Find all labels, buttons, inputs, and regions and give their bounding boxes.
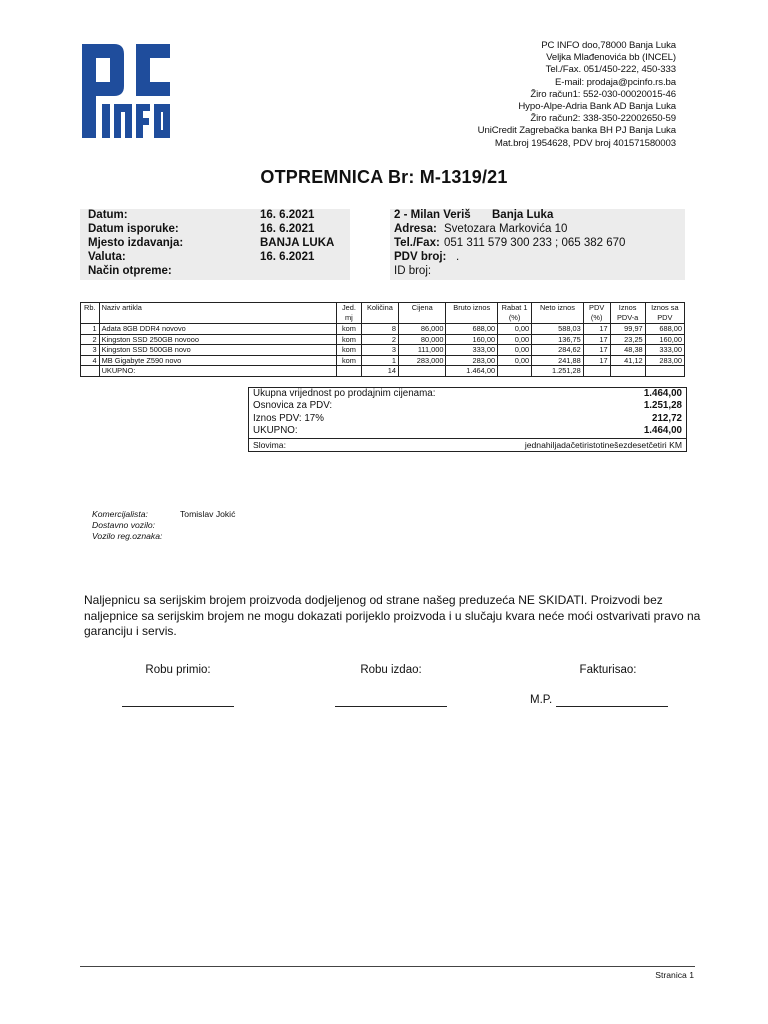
pdv-value: . [456, 251, 460, 263]
cell: 111,000 [398, 345, 445, 356]
cell [583, 366, 610, 377]
cell: 688,00 [446, 324, 498, 335]
cell: 86,000 [398, 324, 445, 335]
company-line: UniCredit Zagrebačka banka BH PJ Banja Luka [477, 125, 676, 137]
cell: 688,00 [645, 324, 684, 335]
summary-value: 212,72 [652, 412, 682, 424]
cell: Kingston SSD 500GB novo [99, 345, 336, 356]
col-header: Rabat 1 (%) [498, 303, 532, 324]
customer-name: 2 - Milan Veriš [394, 209, 471, 221]
company-line: Žiro račun2: 338-350-22002650-59 [530, 113, 676, 125]
col-header: Jed. mj [337, 303, 362, 324]
company-line: Mat.broj 1954628, PDV broj 401571580003 [494, 137, 676, 149]
company-line: Veljka Mlađenovića bb (INCEL) [546, 52, 676, 64]
issued-by-signature-line [335, 706, 447, 707]
col-header: Iznos sa PDV [645, 303, 684, 324]
footer-divider [80, 966, 695, 967]
cell: 136,75 [532, 334, 584, 345]
slovima-label: Slovima: [253, 439, 286, 450]
cell: 2 [81, 334, 100, 345]
summary-value: 1.464,00 [643, 425, 682, 437]
col-header: PDV (%) [583, 303, 610, 324]
document-title: OTPREMNICA Br: M-1319/21 [260, 167, 508, 187]
total-qty: 14 [361, 366, 398, 377]
stamp-label: M.P. [530, 694, 553, 706]
table-row [81, 355, 685, 366]
cell [610, 366, 645, 377]
received-by-signature-line [122, 706, 234, 707]
cell [398, 366, 445, 377]
summary-value: 1.251,28 [643, 400, 682, 412]
summary-row [249, 413, 686, 425]
table-row [81, 324, 685, 335]
cell: 2 [361, 334, 398, 345]
company-line: Tel./Fax. 051/450-222, 450-333 [545, 64, 676, 76]
total-label: UKUPNO: [99, 366, 336, 377]
page-number: Stranica 1 [655, 970, 694, 980]
komercijalista-value: Tomislav Jokić [180, 509, 236, 519]
total-bruto: 1.464,00 [446, 366, 498, 377]
invoiced-by-signature-line [556, 706, 668, 707]
cell [81, 366, 100, 377]
komercijalista-label: Komercijalista: [92, 509, 148, 519]
company-line: PC INFO doo,78000 Banja Luka [541, 40, 676, 51]
cell: 3 [81, 345, 100, 356]
cell: 0,00 [498, 324, 532, 335]
slovima-value: jednahiljadačetiristotinešezdesetčetiri KM [524, 439, 682, 450]
cell: 333,00 [446, 345, 498, 356]
document-info [80, 209, 685, 280]
cell: 17 [583, 345, 610, 356]
currency-value: 16. 6.2021 [260, 251, 315, 263]
col-header: Iznos PDV-a [610, 303, 645, 324]
col-header: Naziv artikla [99, 303, 336, 324]
table-header-row [81, 303, 685, 324]
col-header: Rb. [81, 303, 100, 324]
col-header: Bruto iznos [446, 303, 498, 324]
total-neto: 1.251,28 [532, 366, 584, 377]
currency-label: Valuta: [88, 251, 126, 263]
summary-row [249, 388, 686, 400]
cell: 283,00 [446, 355, 498, 366]
cell: 41,12 [610, 355, 645, 366]
summary-value: 1.464,00 [643, 388, 682, 399]
summary-label: Ukupna vrijednost po prodajnim cijenama: [253, 388, 436, 399]
place-value: BANJA LUKA [260, 237, 335, 249]
company-line: Hypo-Alpe-Adria Bank AD Banja Luka [518, 101, 676, 113]
id-label: ID broj: [394, 265, 432, 277]
company-line: Žiro račun1: 552-030-00020015-46 [530, 88, 676, 100]
delivery-date-value: 16. 6.2021 [260, 223, 315, 235]
cell: 333,00 [645, 345, 684, 356]
phone-label: Tel./Fax: [394, 237, 440, 249]
cell: MB Gigabyte Z590 novo [99, 355, 336, 366]
oznaka-label: Vozilo reg.oznaka: [92, 530, 163, 541]
invoiced-by-label: Fakturisao: [579, 664, 637, 676]
cell [337, 366, 362, 377]
amount-in-words [249, 438, 686, 451]
cell: kom [337, 345, 362, 356]
cell: 48,38 [610, 345, 645, 356]
cell: 283,00 [645, 355, 684, 366]
received-by-label: Robu primio: [145, 664, 211, 676]
summary-label: Osnovica za PDV: [253, 400, 333, 412]
cell: 1 [81, 324, 100, 335]
cell: Kingston SSD 250GB novooo [99, 334, 336, 345]
col-header: Količina [361, 303, 398, 324]
delivery-meta [92, 509, 236, 541]
table-total-row [81, 366, 685, 377]
cell: 80,000 [398, 334, 445, 345]
summary-label: UKUPNO: [253, 425, 298, 437]
cell: kom [337, 324, 362, 335]
cell: 99,97 [610, 324, 645, 335]
document-details [80, 209, 350, 280]
cell: 1 [361, 355, 398, 366]
table-row [81, 345, 685, 356]
phone-value: 051 311 579 300 233 ; 065 382 670 [444, 237, 626, 249]
pdv-label: PDV broj: [394, 251, 447, 263]
customer-details [390, 209, 685, 280]
serial-label-note: Naljepnicu sa serijskim brojem proizvoda dodjeljenog od strane našeg preduzeća NE SKIDATI. Proizvodi bez naljepnice sa serijskim brojem ne mogu dokazati porijeklo proizvoda i u slučaju kvara neće moći ostvarivati pravo na garanciju i servis. [84, 593, 701, 638]
summary-box [248, 387, 687, 452]
cell: kom [337, 334, 362, 345]
date-label: Datum: [88, 209, 128, 221]
cell: 283,000 [398, 355, 445, 366]
vozilo-label: Dostavno vozilo: [92, 519, 156, 530]
cell: 0,00 [498, 334, 532, 345]
cell: 241,88 [532, 355, 584, 366]
cell: 23,25 [610, 334, 645, 345]
company-logo [80, 42, 172, 140]
summary-row [249, 400, 686, 412]
cell: 588,03 [532, 324, 584, 335]
cell: Adata 8GB DDR4 novovo [99, 324, 336, 335]
cell: 17 [583, 334, 610, 345]
delivery-date-label: Datum isporuke: [88, 223, 179, 235]
address-label: Adresa: [394, 223, 437, 235]
cell: 0,00 [498, 345, 532, 356]
cell: 160,00 [446, 334, 498, 345]
customer-city: Banja Luka [492, 209, 554, 221]
cell: 8 [361, 324, 398, 335]
cell: 284,62 [532, 345, 584, 356]
date-value: 16. 6.2021 [260, 209, 315, 221]
cell: 0,00 [498, 355, 532, 366]
address-value: Svetozara Markovića 10 [444, 223, 568, 235]
cell: kom [337, 355, 362, 366]
issued-by-label: Robu izdao: [360, 664, 422, 676]
cell: 17 [583, 324, 610, 335]
company-email: E-mail: prodaja@pcinfo.rs.ba [554, 76, 676, 88]
summary-label: Iznos PDV: 17% [253, 412, 324, 424]
col-header: Neto iznos [532, 303, 584, 324]
shipping-method-label: Način otpreme: [88, 265, 172, 277]
place-label: Mjesto izdavanja: [88, 237, 184, 249]
summary-row [249, 425, 686, 437]
cell: 160,00 [645, 334, 684, 345]
company-info [478, 40, 676, 150]
cell: 17 [583, 355, 610, 366]
cell: 4 [81, 355, 100, 366]
col-header: Cijena [398, 303, 445, 324]
items-table [80, 302, 685, 377]
table-row [81, 334, 685, 345]
cell [645, 366, 684, 377]
cell: 3 [361, 345, 398, 356]
cell [498, 366, 532, 377]
